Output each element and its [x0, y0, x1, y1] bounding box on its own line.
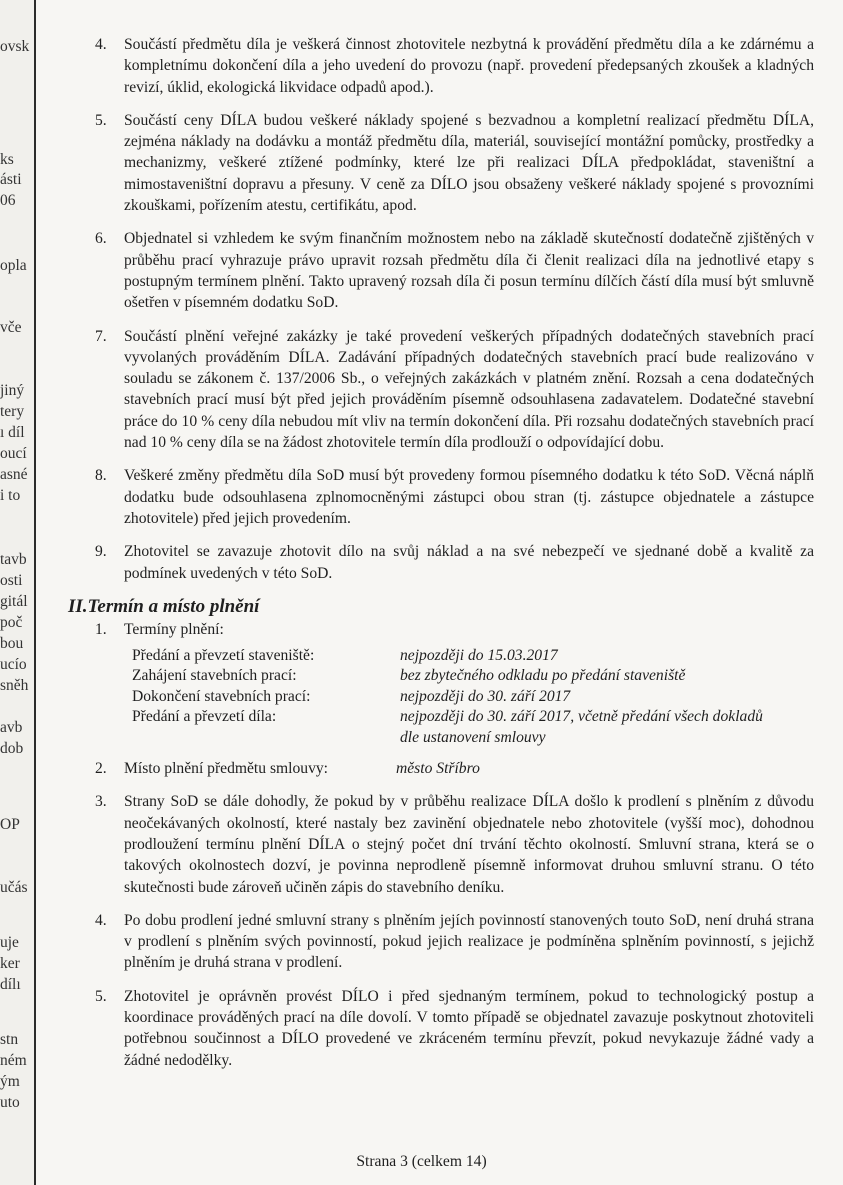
clause-item: [62, 910, 814, 974]
schedule-label: Předání a převzetí díla:: [132, 708, 277, 726]
schedule-row: [132, 707, 814, 748]
margin-fragment: stn: [0, 1031, 19, 1048]
clause-text: Součástí předmětu díla je veškerá činnost zhotovitele nezbytná k provádění předmětu díla a ke zdárnému a kompletnímu dokončení díla a jeho uvedení do provozu (např. provedení předepsaných zkoušek a kladných revizí, úklid, ekologická likvidace odpadů apod.).: [124, 36, 814, 96]
section-heading: II.Termín a místo plnění: [68, 595, 260, 617]
margin-fragment: i to: [0, 487, 21, 504]
schedule-value: nejpozději do 30. září 2017, včetně předání všech dokladů dle ustanovení smlouvy: [400, 708, 763, 746]
page-footer: Strana 3 (celkem 14): [356, 1153, 487, 1170]
clause-number: 4.: [95, 911, 107, 929]
margin-fragment: osti: [0, 572, 23, 589]
margin-fragment: avb: [0, 719, 23, 736]
margin-fragment: ker: [0, 955, 20, 972]
margin-fragment: tavb: [0, 551, 27, 568]
margin-fragment: ásti: [0, 171, 22, 188]
margin-fragment: oucí: [0, 445, 27, 462]
schedule-row: [132, 687, 814, 708]
clause-text: Součástí ceny DÍLA budou veškeré náklady spojené s bezvadnou a kompletní realizací předmětu DÍLA, zejména náklady na dodávku a montáž předmětu díla, materiál, související montážní pomůcky, prostředky a mechanizmy, veškeré ztížené podmínky, které lze při realizaci DÍLA předpokládat, staveništní a mimostaveništní dopravu a přesuny. V ceně za DÍLO jsou obsaženy veškeré náklady spojené s provozními zkouškami, pořízením atestu, certifikátu, apod.: [124, 111, 814, 215]
clause-text: Zhotovitel je oprávněn provést DÍLO i před sjednaným termínem, pokud to technologický postup a koordinace prováděných prací na díle dovolí. V tomto případě se objednatel zavazuje poskytnout zhotoviteli potřebnou součinnost a DÍLO provedené ve zkráceném termínu převzít, pokud nevykazuje žádné vady a žádné nedodělky.: [124, 987, 814, 1069]
place-of-performance: [62, 758, 814, 779]
margin-fragment: ucío: [0, 656, 27, 673]
schedule-row: [132, 666, 814, 687]
clause-item: [62, 986, 814, 1071]
clause-number: 3.: [95, 793, 107, 811]
margin-fragment: ovsk: [0, 38, 30, 55]
margin-fragment: učás: [0, 879, 28, 896]
clause-text: Veškeré změny předmětu díla SoD musí být provedeny formou písemného dodatku k této SoD. Věcná náplň dodatku bude odsouhlasena zplnomocněnými zástupci obou stran (tj. zástupce objednatele a zástupce zhotovitele) před jejich provedením.: [124, 467, 814, 527]
clause-number: 5.: [95, 111, 107, 129]
margin-fragment: dílı: [0, 976, 21, 993]
margin-fragment: dob: [0, 740, 24, 757]
clause-number: 2.: [95, 760, 107, 778]
terms-label: Termíny plnění:: [124, 620, 224, 638]
clause-item: [62, 34, 814, 98]
margin-fragment: sněh: [0, 677, 29, 694]
margin-fragment: uje: [0, 934, 19, 951]
margin-fragment: ým: [0, 1073, 20, 1090]
margin-fragment: 06: [0, 192, 16, 209]
schedule-label: Předání a převzetí staveniště:: [132, 646, 315, 664]
schedule-value: nejpozději do 30. září 2017: [400, 687, 571, 705]
clause-item: [62, 326, 814, 454]
margin-fragment: ı díl: [0, 424, 25, 441]
clause-text: Objednatel si vzhledem ke svým finančním možnostem nebo na základě skutečností dodatečně zjištěných v průběhu prací vyhrazuje právo upravit rozsah předmětu díla či členit realizaci díla na jednotlivé etapy s postupným termínem plnění. Takto upravený rozsah díla či posun termínu dílčích částí díla musí být smluvně ošetřen v písemném dodatku SoD.: [124, 230, 814, 312]
schedule-label: Zahájení stavebních prací:: [132, 667, 297, 685]
document-page: [62, 34, 814, 1083]
place-label: Místo plnění předmětu smlouvy:: [124, 760, 329, 778]
margin-fragment: ks: [0, 151, 14, 168]
clause-number: 4.: [95, 36, 107, 53]
clause-number: 9.: [95, 543, 107, 561]
margin-fragment: opla: [0, 257, 27, 274]
place-value: město Stříbro: [396, 760, 480, 778]
clause-number: 6.: [95, 230, 107, 248]
schedule-value: bez zbytečného odkladu po předání staveniště: [400, 667, 686, 685]
clause-item: [62, 110, 814, 216]
clause-text: Zhotovitel se zavazuje zhotovit dílo na svůj náklad a na své nebezpečí ve sjednané době a kvalitě za podmínek uvedených v této SoD.: [124, 543, 814, 582]
clause-text: Součástí plnění veřejné zakázky je také provedení veškerých případných dodatečných stavebních prací vyvolaných prováděním DÍLA. Zadávání případných dodatečných stavebních prací bude realizováno v souladu se zákonem č. 137/2006 Sb., o veřejných zakázkách v platném znění. Rozsah a cena dodatečných stavebních prací musí být před jejich prováděním písemně odsouhlasena zadavatelem. Dodatečné stavební práce do 10 % ceny díla nebudou mít vliv na termín dokončení díla. Při rozsahu dodatečných stavebních prací nad 10 % ceny díla se na žádost zhotovitele termín díla prodlouží o odpovídající dobu.: [124, 327, 814, 452]
margin-fragment: gitál: [0, 593, 28, 610]
margin-fragment: jiný: [0, 382, 25, 399]
margin-fragment: tery: [0, 403, 25, 420]
clause-text: Po dobu prodlení jedné smluvní strany s plněním jejích povinností stanovených touto SoD, není druhá strana v prodlení s plněním svých povinností, pokud jejich realizace je podmíněna splněním povinností, s jejichž plněním je druhá strana v prodlení.: [124, 911, 814, 972]
margin-fragment: ném: [0, 1052, 27, 1069]
schedule-label: Dokončení stavebních prací:: [132, 687, 311, 705]
margin-fragment: bou: [0, 635, 24, 652]
margin-fragment: OP: [0, 816, 20, 833]
schedule-table: [132, 646, 814, 749]
terms-heading: [62, 619, 814, 640]
clause-item: [62, 791, 814, 897]
adjacent-page-edge: [0, 0, 36, 1185]
clause-item: [62, 465, 814, 529]
schedule-row: [132, 646, 814, 667]
clause-number: 8.: [95, 467, 107, 485]
margin-fragment: asné: [0, 466, 28, 483]
clause-text: Strany SoD se dále dohodly, že pokud by v průběhu realizace DÍLA došlo k prodlení s plněním z důvodu neočekávaných okolností, které nastaly bez zavinění objednatele nebo zhotovitele (vyšší moc), dohodnou prodloužení termínu plnění DÍLA o stejný počet dní trvání těchto okolností. Smluvní strana, která se o takových okolnostech dozví, je povinna neprodleně písemně informovat druhou smluvní stranu. O této skutečnosti bude zároveň učiněn zápis do stavebního deníku.: [124, 793, 814, 896]
clause-item: [62, 228, 814, 313]
clause-number: 5.: [95, 987, 107, 1005]
clause-item: [62, 541, 814, 584]
margin-fragment: uto: [0, 1094, 20, 1111]
schedule-value: nejpozději do 15.03.2017: [400, 646, 558, 664]
clause-number: 1.: [95, 620, 107, 638]
clause-number: 7.: [95, 327, 107, 345]
margin-fragment: poč: [0, 614, 23, 631]
margin-fragment: vče: [0, 319, 22, 336]
